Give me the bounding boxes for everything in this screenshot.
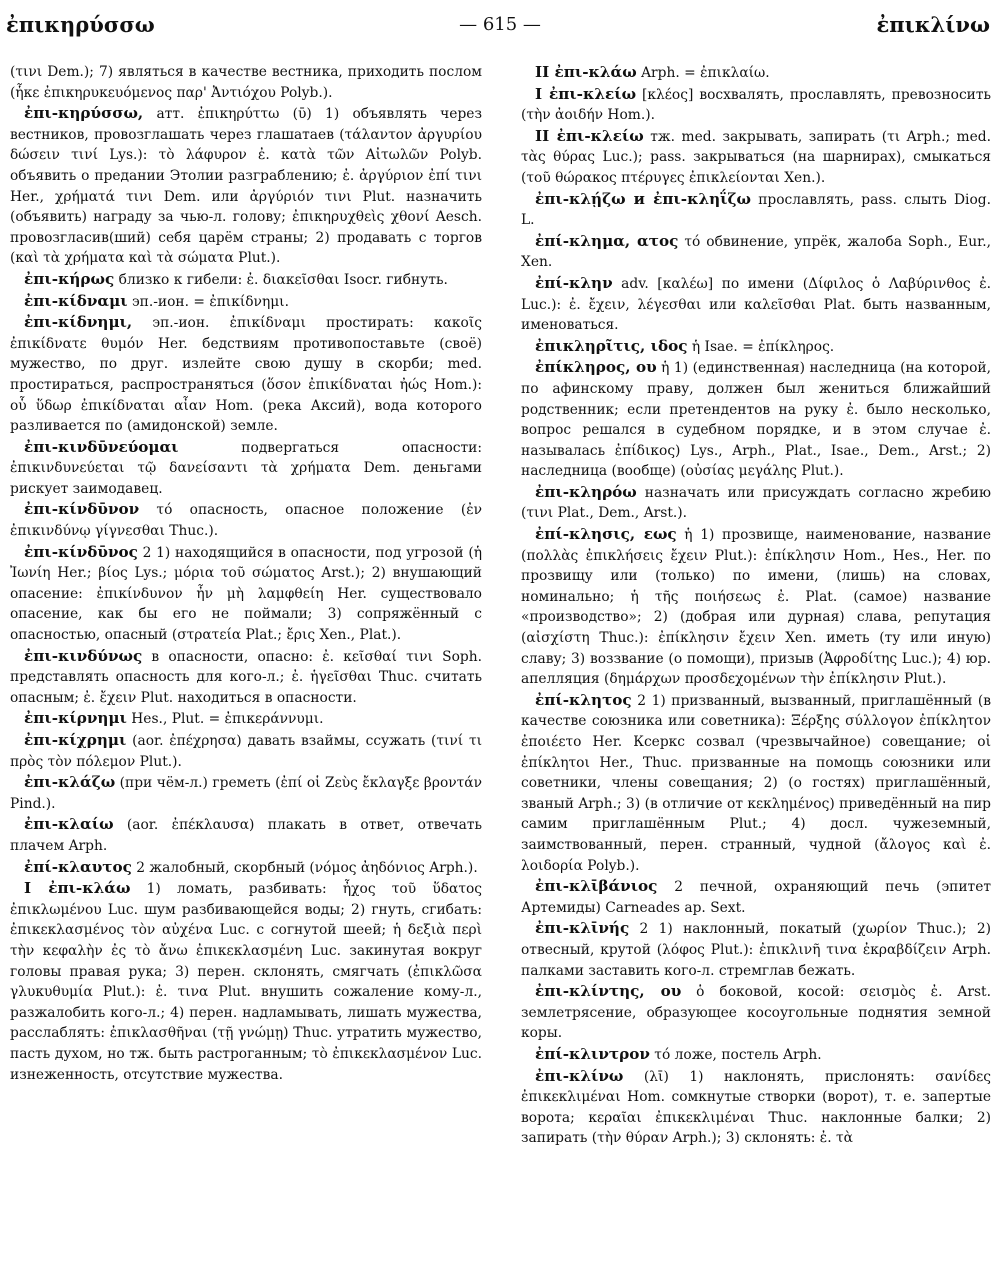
entry-definition: τό ложе, постель Arph. xyxy=(649,1046,822,1063)
entry-headword: ἐπι-κήρως xyxy=(24,269,115,288)
entry-headword: ἐπί-κλαυτος xyxy=(24,857,132,876)
page-number: — 615 — xyxy=(459,14,541,35)
entry-definition: τό обвинение, упрёк, жалоба Soph., Eur., Xen. xyxy=(521,233,991,271)
entry-headword: ἐπίκληρος, ου xyxy=(535,358,657,377)
entry-definition: ἡ 1) (единственная) наследница (на которой, по афинскому праву, должен был жениться ближайший родственник; если претендентов на руку ἐ. было несколько, вопрос решался в судебном порядке, и в этом случае ἐ. называлась ἐπίδικος) Lys., Arph., Plat., Isae., Dem., Arst.; 2) наследница (вообще) (οὐσίας μεγάλης Plut.). xyxy=(521,360,991,480)
dictionary-entry xyxy=(521,876,991,918)
entry-headword: ἐπί-κλιντρον xyxy=(535,1044,650,1063)
entry-headword: ἐπι-κίρνημι xyxy=(24,709,127,728)
dictionary-entry xyxy=(521,336,991,358)
dictionary-entry xyxy=(521,126,991,189)
dictionary-entry xyxy=(521,981,991,1044)
entry-headword: ἐπι-κίδνημι, xyxy=(24,313,133,332)
entry-headword: ἐπι-κίχρημι xyxy=(24,731,127,749)
dictionary-entry xyxy=(10,499,482,541)
entry-headword: ἐπικληρῖτις, ιδος xyxy=(535,336,688,355)
dictionary-entry xyxy=(521,273,991,336)
entry-definition: (aor. ἐπέκλαυσα) плакать в ответ, отвечать плачем Arph. xyxy=(10,817,482,854)
entry-definition: (τινι Dem.); 7) являться в качестве вестника, приходить послом (ἧκε ἐπικηρυκευόμενος παρ' Ἀντιόχου Polyb.). xyxy=(10,64,482,101)
entry-headword: ἐπι-κλάζω xyxy=(24,773,116,792)
entry-headword: ἐπι-κίνδῡνον xyxy=(24,500,140,519)
entry-definition: 2 жалобный, скорбный (νόμος ἀηδόνιος Arph.). xyxy=(131,859,478,876)
entry-definition: Arph. = ἐπικλαίω. xyxy=(636,65,770,81)
entry-headword: ἐπι-κινδύνως xyxy=(24,646,143,665)
entry-headword: ἐπι-κίνδῡνος xyxy=(24,542,138,561)
entry-headword: ἐπί-κλητος xyxy=(535,690,632,709)
entry-headword: ἐπι-κίδναμι xyxy=(24,291,128,310)
entry-headword: ἐπι-κλίντης, ου xyxy=(535,982,682,1001)
dictionary-entry xyxy=(10,708,482,730)
dictionary-entry xyxy=(521,1044,991,1066)
entry-definition: 1) ломать, разбивать: ἦχος τοῦ ὕδατος ἐπικλωμένου Luc. шум разбивающейся воды; 2) гнуть, сгибать: ἐπικεκλασμένος τὸν αὐχένα Luc. с согнутой шеей; ἡ δεξιὰ περὶ τὴν κεφαλὴν ἐς τὸ ἄνω ἐπικεκλασμένη Luc. закинутая вокруг головы правая рука; 3) перен. склонять, смягчать (ἐπικλῶσα γλυκυθυμία Plut.): ἐ. τινα Plut. внушить сожаление кому-л., разжалобить кого-л.; 4) перен. надламывать, лишать мужества, расслаблять: ἐπικλασθῆναι (τῇ γνώμῃ) Thuc. утратить мужество, пасть духом, но тж. быть растроганным; τὸ ἐπικεκλασμένον Luc. изнеженность, отсутствие мужества. xyxy=(10,881,482,1083)
entry-headword: ἐπι-κληρόω xyxy=(535,482,637,501)
entry-definition: τό опасность, опасное положение (ἐν ἐπικινδύνῳ γίγνεσθαι Thuc.). xyxy=(10,502,482,540)
dictionary-entry xyxy=(10,291,482,313)
dictionary-entry xyxy=(521,84,991,126)
entry-headword: ἐπι-κλῄζω и ἐπι-κληΐζω xyxy=(535,189,751,208)
entry-definition: ὁ боковой, косой: σεισμὸς ἐ. Arst. землетрясение, образующее косоугольные поднятия земной коры. xyxy=(521,984,991,1042)
entry-definition: Hes., Plut. = ἐπικεράννυμι. xyxy=(126,711,324,728)
dictionary-entry xyxy=(521,1066,991,1149)
entry-definition: эп.-ион. ἐπικίδναμι простирать: κακοῖς ἐπικίδνατε θυμόν Her. бедствиям противопоставьте (своё) мужество, по друг. излейте свою душу в скорби; med. простираться, распространяться (ὅσον ἐπικίδναται ἠώς Hom.): οὗ ὕδωρ ἐπικίδναται αἶαν Hom. (река Аксий), вода которого разливается по (амидонской) земле. xyxy=(10,315,482,435)
dictionary-entry xyxy=(521,231,991,273)
entry-definition: ἡ 1) прозвище, наименование, название (πολλὰς ἐπικλήσεις ἔχειν Plut.): ἐπίκλησιν Hom., Hes., Her. по прозвищу или (только) по имени, (лишь) на словах, номинально; ἡ τῆς ποιήσεως ἐ. Plat. (самое) название «производство»; 2) (добрая или дурная) слава, репутация (αἰσχίστη Thuc.): ἐπίκλησιν ἔχειν Xen. иметь (ту или иную) славу; 3) воззвание (о помощи), призыв (Ἀφροδίτης Luc.); 4) юр. апелляция (δημάρχων προσδεχομένων τὴν ἐπίκλησιν Plut.). xyxy=(521,527,991,688)
dictionary-entry xyxy=(10,857,482,879)
entry-definition: назначать или присуждать согласно жребию (τινι Plat., Dem., Arst.). xyxy=(521,484,991,522)
entry-definition: в опасности, опасно: ἐ. κεῖσθαί τινι Soph. представлять опасность для кого-л.; ἐ. ἡγεῖσθαι Thuc. считать опасным; ἐ. ἔχειν Plut. находиться в опасности. xyxy=(10,648,482,706)
entry-headword: ἐπι-κλῑνής xyxy=(535,919,630,938)
entry-definition: [κλέος] восхвалять, прославлять, превозносить (τὴν ἀοιδήν Hom.). xyxy=(521,86,991,124)
dictionary-entry xyxy=(521,918,991,981)
entry-definition: эп.-ион. = ἐπικίδνημι. xyxy=(127,293,289,310)
entry-headword: ἐπι-κλαίω xyxy=(24,815,114,834)
left-column xyxy=(10,62,482,1280)
entry-definition: (λῑ) 1) наклонять, прислонять: σανίδες ἐπικεκλιμέναι Hom. сомкнутые створки (ворот), т. е. запертые ворота; κεραῖαι ἐπικεκλιμέναι Thuc. наклонные балки; 2) запирать (τὴν θύραν Arph.); 3) склонять: ἐ. τὰ xyxy=(521,1068,991,1147)
dictionary-entry xyxy=(10,269,482,291)
entry-definition: прославлять, pass. слыть Diog. L. xyxy=(521,191,991,229)
entry-headword: ἐπι-κλίνω xyxy=(535,1066,624,1085)
dictionary-entry xyxy=(521,62,991,84)
entry-definition: 2 1) призванный, вызванный, приглашённый (в качестве союзника или советника): Ξέρξης σύλλογον ἐπίκλητον ἐποιέετο Her. Ксеркс созвал (чрезвычайное) совещание; οἱ ἐπίκλητοι Her., Thuc. призванные на помощь союзники или советники, члены совещания; 2) (о гостях) приглашённый, званый Arph.; 3) (в отличие от κεκλημένος) приведённый на пир самим приглашённым Plut.; 4) досл. чужеземный, заимствованный, перен. странный, чудной (ἄλογος καὶ ἐ. λοιδορία Polyb.). xyxy=(521,692,991,874)
entry-definition: adv. [καλέω] по имени (Δίφιλος ὁ Λαβύρινθος ἐ. Luc.): ἐ. ἔχειν, λέγεσθαι или καλεῖσθαι Plat. быть названным, именоваться. xyxy=(521,275,991,334)
entry-headword: II ἐπι-κλάω xyxy=(535,63,637,81)
entry-headword: ἐπι-κηρύσσω, xyxy=(24,104,144,123)
dictionary-entry xyxy=(10,646,482,709)
dictionary-entry xyxy=(521,690,991,876)
entry-definition: подвергаться опасности: ἐπικινδυνεύεται τῷ δανείσαντι τὰ χρήματα Dem. деньгами рискует заимодавец. xyxy=(10,439,482,497)
dictionary-entry xyxy=(521,524,991,690)
dictionary-entry xyxy=(10,312,482,437)
dictionary-entry xyxy=(10,103,482,269)
entry-headword: I ἐπι-κλάω xyxy=(24,879,131,898)
entry-headword: ἐπί-κλησις, εως xyxy=(535,525,677,544)
entry-definition: (при чём-л.) греметь (ἐπί οἱ Ζεὺς ἔκλαγξε βροντάν Pind.). xyxy=(10,775,482,812)
dictionary-entry xyxy=(521,189,991,231)
entry-definition: 2 печной, охраняющий печь (эпитет Артемиды) Carneades ap. Sext. xyxy=(521,879,991,916)
dictionary-entry xyxy=(10,62,482,103)
right-column xyxy=(521,62,991,1280)
dictionary-entry xyxy=(10,814,482,856)
entry-headword: ἐπί-κλην xyxy=(535,273,613,292)
entry-definition: атт. ἐπικηρύττω (ῡ) 1) объявлять через вестников, провозглашать через глашатаев (τάλαντον ἀργυρίου δώσειν τινί Lys.): τὸ λάφυρον ἐ. κατὰ τῶν Αἰτωλῶν Polyb. объявить о предании Этолии разграблению; ἐ. ἀργύριον ἐπί τινι Her., χρήματά τινι Dem. или ἀργύριόν τινι Plut. назначить (объявить) награду за чью-л. голову; ἐπικηρυχθεὶς χθονί Aesch. провозгласив(ший) себя царём страны; 2) продавать с торгов (καὶ τὰ χρήματα καὶ τὰ σώματα Plut.). xyxy=(10,106,482,267)
entry-headword: I ἐπι-κλείω xyxy=(535,84,637,103)
entry-definition: тж. med. закрывать, запирать (τι Arph.; med. τὰς θύρας Luc.); pass. закрываться (на шарнирах), смыкаться (τοῦ θώρακος πτέρυγες ἐπικλείονται Xen.). xyxy=(521,128,991,186)
entry-definition: 2 1) находящийся в опасности, под угрозой (ἡ Ἰωνίη Her.; βίος Lys.; μόρια τοῦ σώματος Arst.); 2) внушающий опасение: ἐπικίνδυνον ἦν μὴ λαμφθείη Her. существовало опасение, как бы его не поймали; 3) сопряжённый с опасностью, опасный (στρατεία Plat.; ἔρις Xen., Plat.). xyxy=(10,544,482,644)
entry-headword: ἐπι-κινδῡνεύομαι xyxy=(24,437,179,456)
dictionary-entry xyxy=(10,772,482,814)
dictionary-entry xyxy=(10,437,482,500)
entry-definition: ἡ Isae. = ἐπίκληρος. xyxy=(687,338,835,355)
entry-headword: ἐπί-κλημα, ατος xyxy=(535,231,679,250)
header-last-word: ἐπικλίνω xyxy=(876,12,990,37)
dictionary-entry xyxy=(521,482,991,524)
dictionary-entry xyxy=(10,542,482,646)
entry-definition: (aor. ἐπέχρησα) давать взаймы, ссужать (τινί τι πρὸς τὸν πόλεμον Plut.). xyxy=(10,733,482,770)
entry-headword: II ἐπι-κλείω xyxy=(535,126,644,145)
dictionary-entry xyxy=(10,730,482,772)
entry-definition: близко к гибели: ἐ. διακεῖσθαι Isocr. гибнуть. xyxy=(114,271,448,288)
page-header xyxy=(0,12,1000,46)
entry-definition: 2 1) наклонный, покатый (χωρίον Thuc.); 2) отвесный, крутой (λόφος Plut.): ἐπικλινῆ τινα ἐκραβδίζειν Arph. палками заставить кого-л. стремглав бежать. xyxy=(521,921,991,979)
dictionary-entry xyxy=(10,878,482,1085)
entry-headword: ἐπι-κλῑβάνιος xyxy=(535,877,658,896)
dictionary-entry xyxy=(521,357,991,482)
header-first-word: ἐπικηρύσσω xyxy=(6,12,155,37)
